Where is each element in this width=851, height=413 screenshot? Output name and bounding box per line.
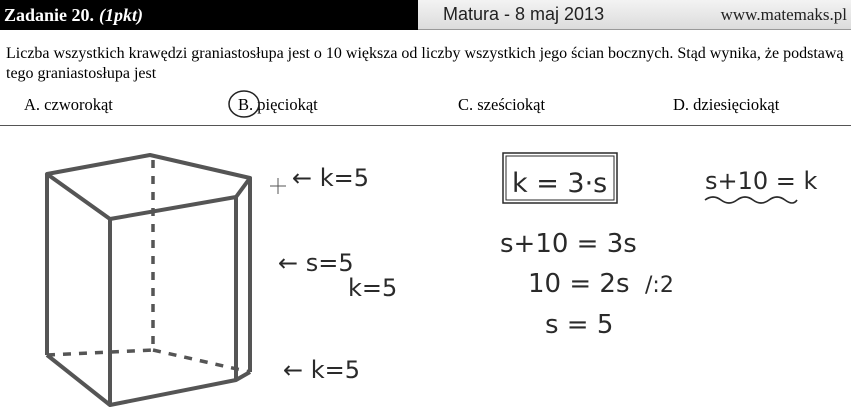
note-middle-k: k=5 [348,274,398,302]
equation-2-note: /:2 [645,273,674,298]
task-number: Zadanie 20. [4,4,95,25]
prism-drawing [47,155,250,405]
note-bottom: ← k=5 [283,356,361,384]
note-top: ← k=5 [292,164,370,192]
equation-3: s = 5 [545,310,614,340]
answer-b-circle [229,91,259,117]
answer-c[interactable]: C. sześciokąt [458,95,546,114]
answer-b[interactable]: B. pięciokąt [238,95,318,114]
wavy-underline [705,197,797,203]
question-text: Liczba wszystkich krawędzi graniastosłupa jest o 10 większa od liczby wszystkich jego ścian bocznych. Stąd wynika, że podstawą tego graniastosłupa jest [6,45,844,82]
equation-1: s+10 = 3s [500,229,637,259]
site-url[interactable]: www.matemaks.pl [720,5,847,24]
exam-date: Matura - 8 maj 2013 [443,4,605,24]
answer-a[interactable]: A. czworokąt [24,95,113,114]
note-middle-s: ← s=5 [278,249,354,277]
relation-formula: s+10 = k [705,167,818,195]
equation-2: 10 = 2s [528,269,630,299]
boxed-formula: k = 3·s [512,168,608,199]
task-points: (1pkt) [99,4,144,25]
crosshair-icon [270,178,286,194]
answer-d[interactable]: D. dziesięciokąt [673,95,780,114]
